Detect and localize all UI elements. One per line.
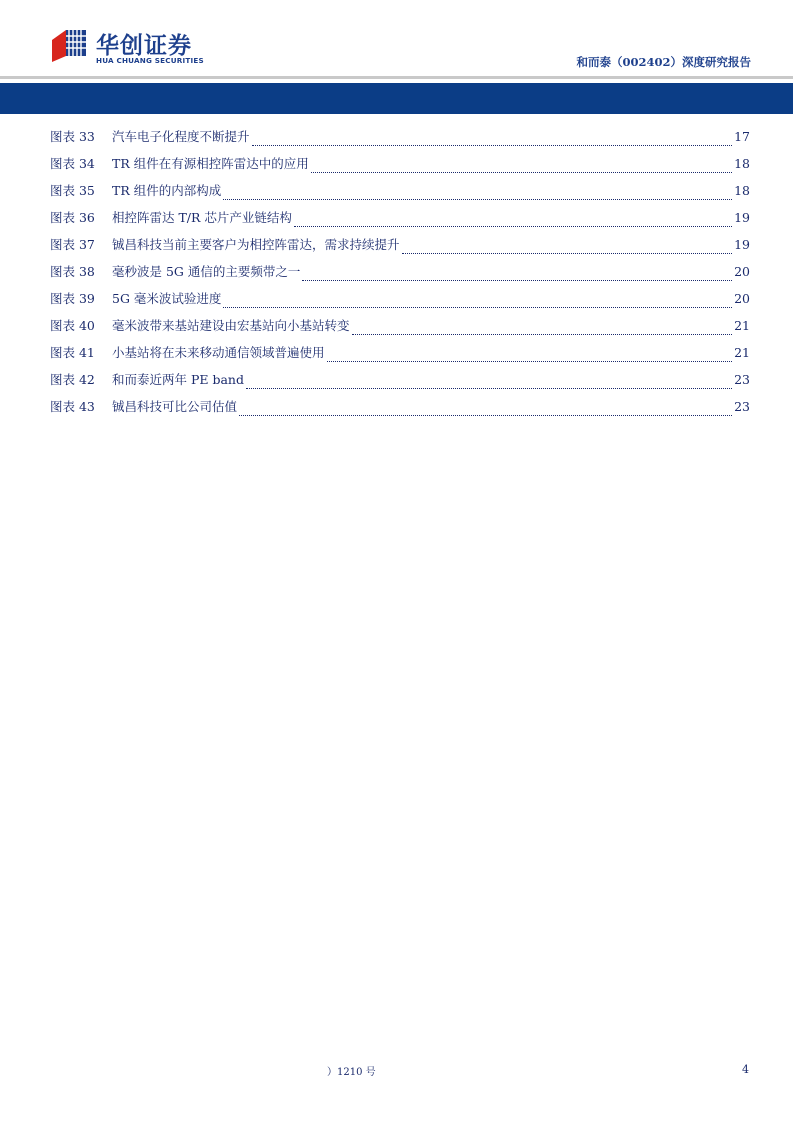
- toc-entry-title: TR 组件的内部构成: [112, 183, 222, 198]
- toc-entry-page: 17: [734, 129, 750, 144]
- logo-mark-icon: [50, 26, 88, 64]
- toc-entry-title: 毫米波带来基站建设由宏基站向小基站转变: [112, 318, 350, 333]
- toc-entry-page: 20: [734, 291, 750, 306]
- toc-entry[interactable]: [50, 316, 750, 343]
- toc-entry-page: 21: [734, 318, 750, 333]
- toc-entry[interactable]: [50, 289, 750, 316]
- toc-leader-dots: [239, 414, 732, 416]
- toc-entry[interactable]: [50, 235, 750, 262]
- toc-entry-label: 图表 43: [50, 399, 95, 414]
- company-logo: [50, 26, 210, 70]
- toc-leader-dots: [252, 144, 733, 146]
- logo-chinese-name: 华创证券: [96, 33, 192, 59]
- logo-english-name: HUA CHUANG SECURITIES: [96, 56, 204, 65]
- toc-entry-title: 和而泰近两年 PE band: [112, 372, 244, 387]
- report-title: 和而泰（002402）深度研究报告: [576, 55, 751, 69]
- toc-entry-title: 铖昌科技可比公司估值: [112, 399, 238, 414]
- toc-entry-title: 铖昌科技当前主要客户为相控阵雷达，需求持续提升: [112, 237, 400, 252]
- toc-entry[interactable]: [50, 208, 750, 235]
- toc-entry-title: 相控阵雷达 T/R 芯片产业链结构: [112, 210, 292, 225]
- toc-entry-label: 图表 41: [50, 345, 95, 360]
- toc-entry[interactable]: [50, 181, 750, 208]
- header-band: [0, 83, 793, 114]
- toc-entry-page: 18: [734, 156, 750, 171]
- toc-entry-label: 图表 37: [50, 237, 95, 252]
- toc-entry-label: 图表 40: [50, 318, 95, 333]
- toc-entry-page: 19: [734, 237, 750, 252]
- toc-leader-dots: [246, 387, 732, 389]
- toc-entry-title: 毫秒波是 5G 通信的主要频带之一: [112, 264, 301, 279]
- toc-leader-dots: [327, 360, 733, 362]
- toc-entry-title: 小基站将在未来移动通信领域普遍使用: [112, 345, 325, 360]
- toc-entry[interactable]: [50, 262, 750, 289]
- header-rule: [0, 76, 793, 79]
- toc-entry-page: 20: [734, 264, 750, 279]
- toc-leader-dots: [402, 252, 733, 254]
- toc-entry-page: 23: [734, 372, 750, 387]
- toc-entry-label: 图表 34: [50, 156, 95, 171]
- toc-leader-dots: [352, 333, 733, 335]
- toc-entry-page: 18: [734, 183, 750, 198]
- page-header: [0, 0, 793, 84]
- toc-entry-label: 图表 39: [50, 291, 95, 306]
- toc-entry-page: 21: [734, 345, 750, 360]
- toc-leader-dots: [223, 306, 732, 308]
- toc-leader-dots: [302, 279, 732, 281]
- figure-index-list: [50, 127, 750, 424]
- toc-entry[interactable]: [50, 370, 750, 397]
- toc-leader-dots: [223, 198, 732, 200]
- toc-entry-label: 图表 36: [50, 210, 95, 225]
- toc-entry[interactable]: [50, 127, 750, 154]
- toc-leader-dots: [311, 171, 732, 173]
- toc-entry-page: 19: [734, 210, 750, 225]
- footer-page-number: 4: [742, 1063, 749, 1076]
- toc-entry[interactable]: [50, 154, 750, 181]
- toc-entry-label: 图表 33: [50, 129, 95, 144]
- toc-entry-title: 汽车电子化程度不断提升: [112, 129, 250, 144]
- toc-entry[interactable]: [50, 397, 750, 424]
- toc-entry-label: 图表 35: [50, 183, 95, 198]
- toc-entry[interactable]: [50, 343, 750, 370]
- toc-entry-title: TR 组件在有源相控阵雷达中的应用: [112, 156, 309, 171]
- footer-certificate-code: ）1210 号: [327, 1067, 376, 1078]
- toc-entry-page: 23: [734, 399, 750, 414]
- toc-leader-dots: [294, 225, 732, 227]
- toc-entry-title: 5G 毫米波试验进度: [112, 291, 222, 306]
- toc-entry-label: 图表 38: [50, 264, 95, 279]
- toc-entry-label: 图表 42: [50, 372, 95, 387]
